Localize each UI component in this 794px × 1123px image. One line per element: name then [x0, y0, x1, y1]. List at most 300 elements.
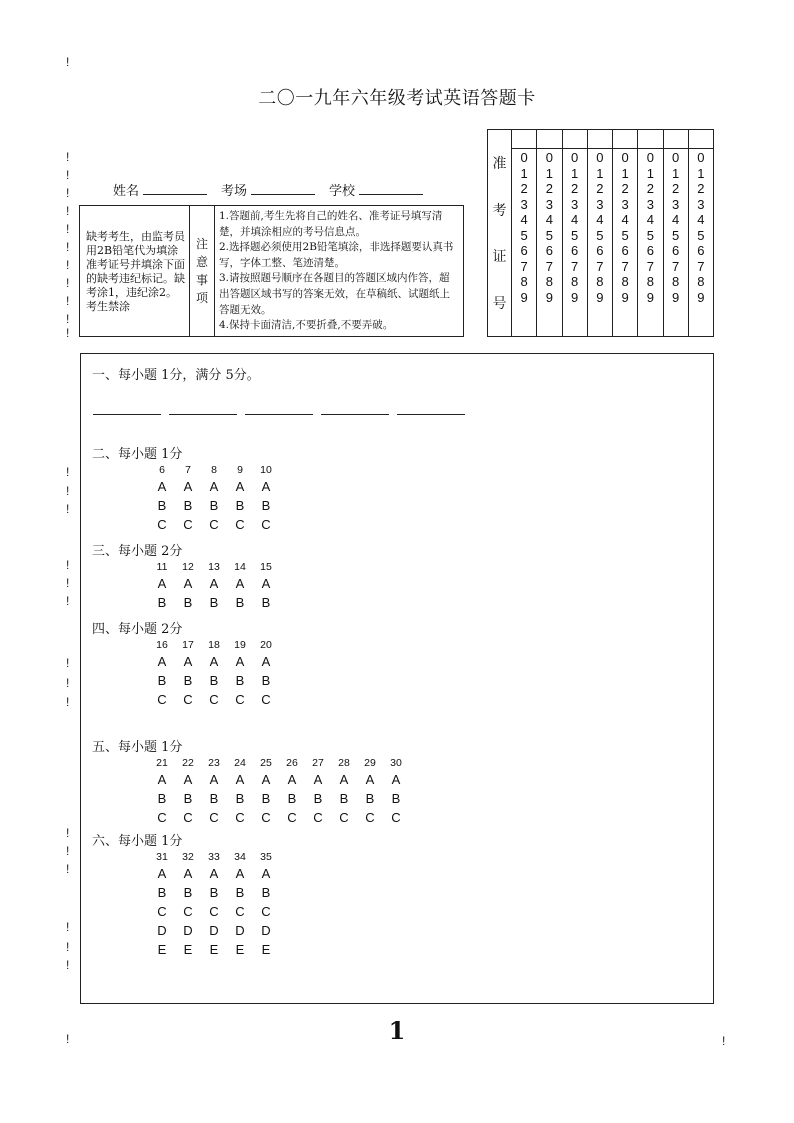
option-bubble[interactable]: C: [209, 810, 219, 825]
digit-bubble[interactable]: 7: [697, 258, 705, 274]
exam-number-digits: [638, 149, 662, 336]
binding-mark: !: [66, 826, 70, 840]
binding-mark: !: [66, 1032, 70, 1046]
question-number: 12: [182, 561, 194, 573]
option-bubble[interactable]: A: [157, 654, 167, 669]
section-heading: 六、每小题 1分: [92, 834, 183, 849]
exam-number-write-cell[interactable]: [689, 130, 713, 149]
option-bubble[interactable]: B: [261, 498, 271, 513]
exam-number-digits: [512, 149, 536, 336]
digit-bubble[interactable]: 7: [646, 258, 654, 274]
digit-bubble[interactable]: 1: [571, 165, 579, 181]
digit-bubble[interactable]: 8: [596, 274, 604, 289]
digit-bubble[interactable]: 1: [621, 165, 629, 181]
option-bubble[interactable]: C: [261, 904, 271, 919]
digit-bubble[interactable]: 3: [545, 196, 553, 212]
digit-bubble[interactable]: 4: [520, 212, 528, 227]
digit-bubble[interactable]: 9: [672, 289, 680, 305]
option-bubble[interactable]: C: [313, 810, 323, 825]
binding-mark: !: [66, 558, 70, 572]
digit-bubble[interactable]: 5: [545, 227, 553, 243]
option-bubble[interactable]: B: [261, 673, 271, 688]
choice-grid: [149, 850, 279, 959]
digit-bubble[interactable]: 8: [545, 274, 553, 289]
section-heading: 四、每小题 2分: [92, 622, 183, 637]
digit-bubble[interactable]: 6: [646, 243, 654, 258]
binding-mark: !: [66, 326, 70, 340]
digit-bubble[interactable]: 1: [520, 165, 528, 181]
exam-number-digits: [613, 149, 637, 336]
exam-number-digits: [537, 149, 561, 336]
option-bubble[interactable]: A: [339, 772, 349, 787]
notice-label-char: 注: [195, 237, 208, 251]
binding-mark: !: [66, 484, 70, 498]
question-number: 19: [234, 639, 246, 651]
option-bubble[interactable]: B: [209, 595, 219, 610]
option-bubble[interactable]: E: [209, 942, 219, 957]
binding-mark: !: [66, 465, 70, 479]
digit-bubble[interactable]: 1: [545, 165, 553, 181]
name-field[interactable]: [143, 180, 207, 195]
notice-label: [190, 206, 215, 336]
option-bubble[interactable]: A: [261, 576, 271, 591]
answer-blank[interactable]: [321, 410, 389, 415]
exam-number-label-char: 号: [492, 295, 507, 312]
binding-mark: !: [66, 920, 70, 934]
binding-mark: !: [66, 676, 70, 690]
question-number: 34: [234, 851, 246, 863]
answer-blank[interactable]: [93, 410, 161, 415]
question-number: 17: [182, 639, 194, 651]
option-bubble[interactable]: C: [157, 810, 167, 825]
exam-number-digits: [588, 149, 612, 336]
digit-bubble[interactable]: 7: [621, 258, 629, 274]
choice-grid: [149, 463, 279, 534]
binding-mark: !: [66, 594, 70, 608]
digit-bubble[interactable]: 0: [672, 150, 680, 165]
option-bubble[interactable]: B: [261, 595, 271, 610]
exam-number-digits: [689, 149, 713, 336]
question-number: 29: [364, 757, 376, 769]
option-bubble[interactable]: B: [157, 791, 167, 806]
option-bubble[interactable]: C: [235, 810, 245, 825]
binding-mark: !: [66, 204, 70, 218]
option-bubble[interactable]: A: [157, 576, 167, 591]
digit-bubble[interactable]: 6: [520, 243, 528, 258]
digit-bubble[interactable]: 7: [672, 258, 680, 274]
option-bubble[interactable]: A: [183, 576, 193, 591]
option-bubble[interactable]: B: [339, 791, 349, 806]
option-bubble[interactable]: C: [365, 810, 375, 825]
exam-number-label-char: 考: [492, 202, 507, 219]
option-bubble[interactable]: A: [183, 866, 193, 881]
digit-bubble[interactable]: 2: [697, 181, 705, 196]
choice-grid: [149, 560, 279, 612]
option-bubble[interactable]: C: [209, 904, 219, 919]
option-bubble[interactable]: C: [235, 517, 245, 532]
option-bubble[interactable]: C: [209, 517, 219, 532]
digit-bubble[interactable]: 8: [571, 274, 579, 289]
digit-bubble[interactable]: 0: [646, 150, 654, 165]
option-bubble[interactable]: C: [391, 810, 401, 825]
digit-bubble[interactable]: 4: [672, 212, 680, 227]
answer-blank[interactable]: [245, 410, 313, 415]
digit-bubble[interactable]: 5: [520, 227, 528, 243]
option-bubble[interactable]: B: [157, 673, 167, 688]
question-number: 21: [156, 757, 168, 769]
digit-bubble[interactable]: 1: [646, 165, 654, 181]
binding-mark: !: [66, 958, 70, 972]
option-bubble[interactable]: D: [183, 923, 193, 938]
option-bubble[interactable]: A: [391, 772, 401, 787]
option-bubble[interactable]: B: [183, 498, 193, 513]
question-number: 35: [260, 851, 272, 863]
digit-bubble[interactable]: 4: [621, 212, 629, 227]
digit-bubble[interactable]: 2: [672, 181, 680, 196]
option-bubble[interactable]: D: [157, 923, 167, 938]
question-number: 20: [260, 639, 272, 651]
digit-bubble[interactable]: 3: [520, 196, 528, 212]
notice-item: 1.答题前,考生先将自己的姓名、准考证号填写清楚，并填涂相应的考号信息点。: [219, 210, 443, 238]
option-bubble[interactable]: B: [235, 791, 245, 806]
option-bubble[interactable]: A: [157, 772, 167, 787]
option-bubble[interactable]: A: [261, 479, 271, 494]
option-bubble[interactable]: C: [157, 904, 167, 919]
option-bubble[interactable]: A: [235, 772, 245, 787]
room-label: 考场: [221, 184, 248, 199]
option-bubble[interactable]: C: [157, 692, 167, 707]
binding-mark: !: [66, 844, 70, 858]
option-bubble[interactable]: B: [157, 498, 167, 513]
exam-number-label: [488, 130, 512, 336]
binding-mark: !: [66, 695, 70, 709]
option-bubble[interactable]: A: [157, 866, 167, 881]
digit-bubble[interactable]: 5: [672, 227, 680, 243]
exam-number-label-char: 准: [492, 156, 507, 173]
name-label: 姓名: [113, 184, 140, 199]
notice-label-char: 项: [195, 291, 208, 305]
option-bubble[interactable]: E: [183, 942, 193, 957]
digit-bubble[interactable]: 2: [596, 181, 604, 196]
digit-bubble[interactable]: 0: [697, 150, 705, 165]
option-bubble[interactable]: B: [209, 498, 219, 513]
option-bubble[interactable]: B: [235, 595, 245, 610]
question-number: 7: [185, 464, 191, 476]
question-number: 8: [211, 464, 217, 476]
choice-grid: [149, 756, 409, 827]
option-bubble[interactable]: B: [183, 595, 193, 610]
digit-bubble[interactable]: 3: [621, 196, 629, 212]
option-bubble[interactable]: C: [235, 692, 245, 707]
room-field[interactable]: [251, 180, 315, 195]
notice-item: 4.保持卡面清洁,不要折叠,不要弄破。: [219, 319, 394, 332]
digit-bubble[interactable]: 0: [520, 150, 528, 165]
exam-number-digits: [563, 149, 587, 336]
question-number: 22: [182, 757, 194, 769]
option-bubble[interactable]: A: [365, 772, 375, 787]
answer-blank[interactable]: [169, 410, 237, 415]
binding-mark: !: [66, 276, 70, 290]
digit-bubble[interactable]: 6: [621, 243, 629, 258]
answer-area: [80, 353, 714, 1004]
binding-mark: !: [66, 294, 70, 308]
binding-mark: !: [66, 312, 70, 326]
digit-bubble[interactable]: 7: [596, 258, 604, 274]
question-number: 33: [208, 851, 220, 863]
digit-bubble[interactable]: 0: [571, 150, 579, 165]
school-field[interactable]: [359, 180, 423, 195]
digit-bubble[interactable]: 8: [672, 274, 680, 289]
page-number: 1: [388, 1016, 406, 1045]
question-number: 15: [260, 561, 272, 573]
notice-item: 3.请按照题号顺序在各题目的答题区域内作答，超出答题区域书写的答案无效，在草稿纸、试题纸上答题无效。: [219, 272, 450, 316]
digit-bubble[interactable]: 7: [571, 258, 579, 274]
option-bubble[interactable]: A: [209, 576, 219, 591]
question-number: 11: [156, 561, 168, 573]
option-bubble[interactable]: B: [183, 673, 193, 688]
digit-bubble[interactable]: 4: [646, 212, 654, 227]
option-bubble[interactable]: D: [209, 923, 219, 938]
digit-bubble[interactable]: 1: [596, 165, 604, 181]
option-bubble[interactable]: A: [209, 479, 219, 494]
option-bubble[interactable]: A: [313, 772, 323, 787]
digit-bubble[interactable]: 5: [697, 227, 705, 243]
digit-bubble[interactable]: 8: [646, 274, 654, 289]
exam-number-column: [563, 130, 588, 336]
question-number: 30: [390, 757, 402, 769]
sheet-title: 二〇一九年六年级考试英语答题卡: [258, 88, 536, 109]
option-bubble[interactable]: A: [209, 866, 219, 881]
option-bubble[interactable]: A: [261, 654, 271, 669]
binding-mark: !: [66, 55, 70, 69]
notice-item: 2.选择题必须使用2B铅笔填涂，非选择题要认真书写，字体工整、笔迹清楚。: [219, 241, 454, 269]
option-bubble[interactable]: C: [157, 517, 167, 532]
fill-in-blanks: [93, 410, 465, 415]
question-number: 27: [312, 757, 324, 769]
digit-bubble[interactable]: 9: [520, 289, 528, 305]
option-bubble[interactable]: A: [287, 772, 297, 787]
option-bubble[interactable]: B: [287, 791, 297, 806]
exam-number-label-char: 证: [492, 249, 507, 266]
section-heading: 二、每小题 1分: [92, 447, 183, 462]
absence-note: 缺考考生，由监考员用2B铅笔代为填涂准考证号并填涂下面的缺考违纪标记。缺考涂1，违纪涂2。考生禁涂: [80, 206, 190, 336]
digit-bubble[interactable]: 4: [545, 212, 553, 227]
option-bubble[interactable]: B: [209, 791, 219, 806]
option-bubble[interactable]: B: [365, 791, 375, 806]
option-bubble[interactable]: B: [235, 673, 245, 688]
digit-bubble[interactable]: 9: [545, 289, 553, 305]
option-bubble[interactable]: A: [183, 772, 193, 787]
option-bubble[interactable]: A: [157, 479, 167, 494]
option-bubble[interactable]: B: [209, 673, 219, 688]
binding-mark: !: [66, 150, 70, 164]
question-number: 23: [208, 757, 220, 769]
exam-number-digits: [664, 149, 688, 336]
option-bubble[interactable]: B: [157, 885, 167, 900]
digit-bubble[interactable]: 8: [621, 274, 629, 289]
choice-grid: [149, 638, 279, 709]
digit-bubble[interactable]: 2: [520, 181, 528, 196]
option-bubble[interactable]: D: [261, 923, 271, 938]
question-number: 9: [237, 464, 243, 476]
exam-number-column: [638, 130, 663, 336]
digit-bubble[interactable]: 1: [672, 165, 680, 181]
option-bubble[interactable]: A: [261, 866, 271, 881]
question-number: 16: [156, 639, 168, 651]
digit-bubble[interactable]: 9: [621, 289, 629, 305]
option-bubble[interactable]: A: [235, 576, 245, 591]
exam-number-column: [588, 130, 613, 336]
option-bubble[interactable]: B: [235, 885, 245, 900]
exam-number-column: [689, 130, 713, 336]
question-number: 25: [260, 757, 272, 769]
exam-number-write-cell[interactable]: [537, 130, 561, 149]
school-label: 学校: [329, 184, 356, 199]
notice-label-char: 意: [195, 255, 208, 269]
option-bubble[interactable]: C: [261, 692, 271, 707]
exam-number-column: [537, 130, 562, 336]
digit-bubble[interactable]: 2: [545, 181, 553, 196]
notice-label-char: 事: [195, 273, 208, 287]
binding-mark: !: [66, 186, 70, 200]
exam-number-column: [664, 130, 689, 336]
digit-bubble[interactable]: 8: [697, 274, 705, 289]
digit-bubble[interactable]: 9: [697, 289, 705, 305]
option-bubble[interactable]: C: [183, 904, 193, 919]
option-bubble[interactable]: B: [209, 885, 219, 900]
option-bubble[interactable]: B: [235, 498, 245, 513]
digit-bubble[interactable]: 6: [571, 243, 579, 258]
digit-bubble[interactable]: 2: [621, 181, 629, 196]
exam-number-column: [512, 130, 537, 336]
binding-mark: !: [66, 240, 70, 254]
question-number: 24: [234, 757, 246, 769]
option-bubble[interactable]: B: [157, 595, 167, 610]
binding-mark: !: [66, 656, 70, 670]
option-bubble[interactable]: C: [287, 810, 297, 825]
digit-bubble[interactable]: 6: [697, 243, 705, 258]
option-bubble[interactable]: C: [261, 810, 271, 825]
question-number: 32: [182, 851, 194, 863]
section-heading: 三、每小题 2分: [92, 544, 183, 559]
digit-bubble[interactable]: 4: [697, 212, 705, 227]
digit-bubble[interactable]: 9: [571, 289, 579, 305]
binding-mark: !: [66, 502, 70, 516]
digit-bubble[interactable]: 2: [646, 181, 654, 196]
digit-bubble[interactable]: 5: [621, 227, 629, 243]
exam-number-write-cell[interactable]: [588, 130, 612, 149]
exam-number-write-cell[interactable]: [512, 130, 536, 149]
digit-bubble[interactable]: 9: [596, 289, 604, 305]
question-number: 13: [208, 561, 220, 573]
option-bubble[interactable]: B: [261, 885, 271, 900]
digit-bubble[interactable]: 3: [646, 196, 654, 212]
digit-bubble[interactable]: 5: [596, 227, 604, 243]
question-number: 28: [338, 757, 350, 769]
exam-number-write-cell[interactable]: [664, 130, 688, 149]
notice-items: [215, 206, 463, 336]
digit-bubble[interactable]: 6: [545, 243, 553, 258]
option-bubble[interactable]: B: [261, 791, 271, 806]
option-bubble[interactable]: C: [261, 517, 271, 532]
option-bubble[interactable]: E: [261, 942, 271, 957]
question-number: 14: [234, 561, 246, 573]
option-bubble[interactable]: C: [183, 517, 193, 532]
question-number: 10: [260, 464, 272, 476]
binding-mark: !: [66, 862, 70, 876]
digit-bubble[interactable]: 7: [545, 258, 553, 274]
exam-number-grid: [487, 129, 714, 337]
digit-bubble[interactable]: 3: [672, 196, 680, 212]
option-bubble[interactable]: A: [209, 654, 219, 669]
option-bubble[interactable]: A: [183, 479, 193, 494]
digit-bubble[interactable]: 9: [646, 289, 654, 305]
digit-bubble[interactable]: 2: [571, 181, 579, 196]
option-bubble[interactable]: B: [183, 791, 193, 806]
binding-mark: !: [722, 1034, 726, 1048]
option-bubble[interactable]: A: [261, 772, 271, 787]
section-heading: 五、每小题 1分: [92, 740, 183, 755]
option-bubble[interactable]: B: [313, 791, 323, 806]
digit-bubble[interactable]: 0: [545, 150, 553, 165]
digit-bubble[interactable]: 4: [571, 212, 579, 227]
digit-bubble[interactable]: 1: [697, 165, 705, 181]
digit-bubble[interactable]: 3: [596, 196, 604, 212]
option-bubble[interactable]: C: [183, 692, 193, 707]
question-number: 6: [159, 464, 165, 476]
exam-number-write-cell[interactable]: [563, 130, 587, 149]
digit-bubble[interactable]: 5: [571, 227, 579, 243]
exam-number-write-cell[interactable]: [613, 130, 637, 149]
question-number: 18: [208, 639, 220, 651]
binding-mark: !: [66, 576, 70, 590]
option-bubble[interactable]: A: [235, 479, 245, 494]
option-bubble[interactable]: A: [235, 654, 245, 669]
option-bubble[interactable]: E: [157, 942, 167, 957]
digit-bubble[interactable]: 4: [596, 212, 604, 227]
binding-mark: !: [66, 258, 70, 272]
option-bubble[interactable]: C: [339, 810, 349, 825]
option-bubble[interactable]: A: [235, 866, 245, 881]
option-bubble[interactable]: E: [235, 942, 245, 957]
option-bubble[interactable]: A: [183, 654, 193, 669]
option-bubble[interactable]: C: [235, 904, 245, 919]
digit-bubble[interactable]: 0: [596, 150, 604, 165]
question-number: 26: [286, 757, 298, 769]
option-bubble[interactable]: C: [209, 692, 219, 707]
answer-blank[interactable]: [397, 410, 465, 415]
digit-bubble[interactable]: 6: [672, 243, 680, 258]
question-number: 31: [156, 851, 168, 863]
option-bubble[interactable]: C: [183, 810, 193, 825]
binding-mark: !: [66, 168, 70, 182]
digit-bubble[interactable]: 0: [621, 150, 629, 165]
option-bubble[interactable]: D: [235, 923, 245, 938]
option-bubble[interactable]: A: [209, 772, 219, 787]
digit-bubble[interactable]: 3: [697, 196, 705, 212]
exam-number-write-cell[interactable]: [638, 130, 662, 149]
digit-bubble[interactable]: 6: [596, 243, 604, 258]
instructions-box: [79, 205, 464, 337]
digit-bubble[interactable]: 8: [520, 274, 528, 289]
binding-mark: !: [66, 222, 70, 236]
option-bubble[interactable]: B: [391, 791, 401, 806]
digit-bubble[interactable]: 5: [646, 227, 654, 243]
digit-bubble[interactable]: 7: [520, 258, 528, 274]
digit-bubble[interactable]: 3: [571, 196, 579, 212]
section-heading: 一、每小题 1分，满分 5分。: [92, 368, 260, 383]
option-bubble[interactable]: B: [183, 885, 193, 900]
